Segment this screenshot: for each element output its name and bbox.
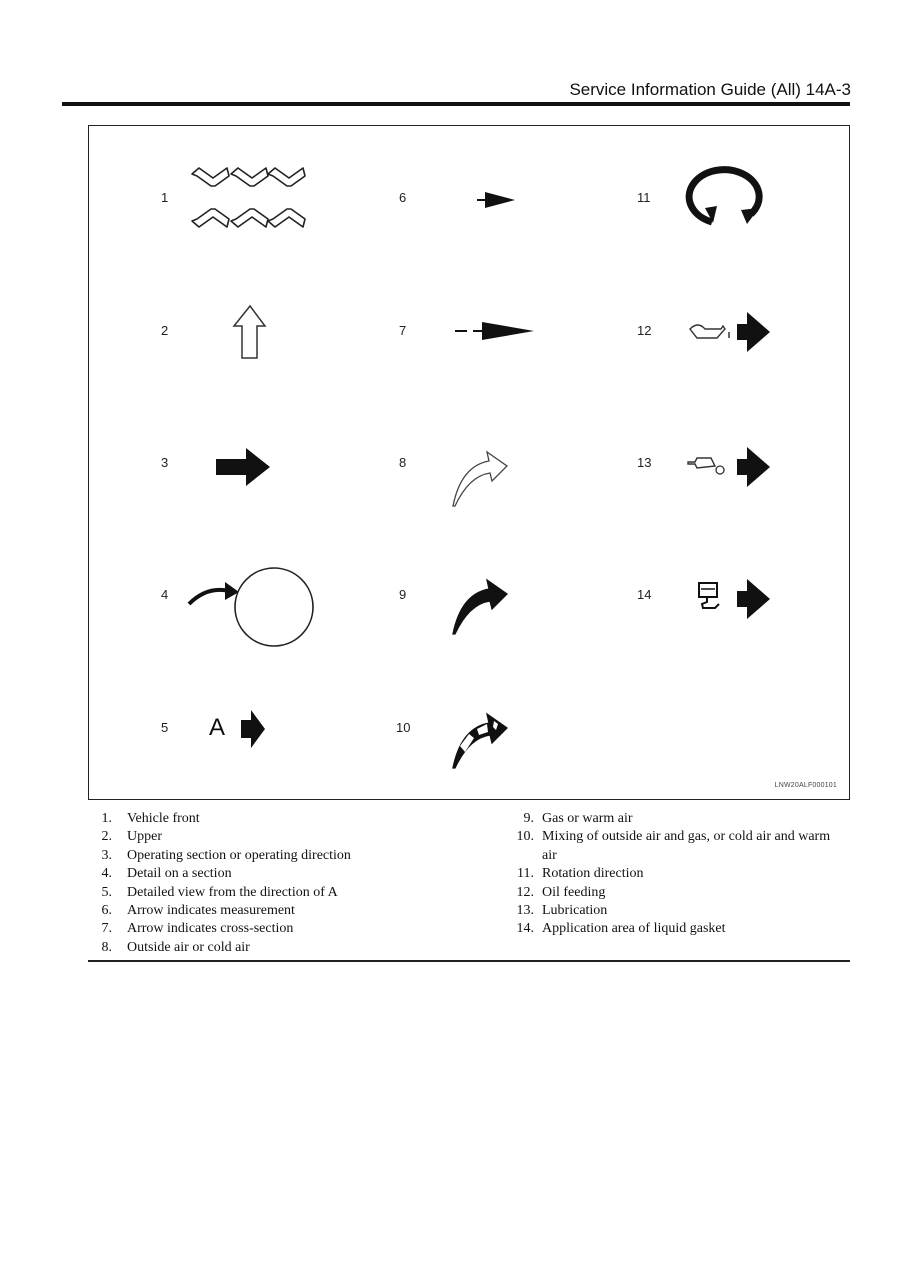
legend-item: 11. Rotation direction xyxy=(517,866,644,882)
direction-letter-a: A xyxy=(209,714,226,741)
legend-left-column xyxy=(98,810,498,957)
outside-air-arrow-icon xyxy=(453,452,507,506)
legend-item: 1. Vehicle front xyxy=(101,811,200,826)
legend-item: 10. Mixing of outside air and gas, or cold air and warm air xyxy=(516,829,831,863)
figure-number-8: 8 xyxy=(399,455,407,470)
figure-code: LNW20ALF000101 xyxy=(774,782,837,789)
figure-number-4: 4 xyxy=(161,587,169,602)
rotation-direction-icon xyxy=(689,170,759,224)
figure-number-9: 9 xyxy=(399,587,407,602)
legend-item: 3. Operating section or operating direction xyxy=(101,847,351,863)
legend-item: 13. Lubrication xyxy=(516,903,608,919)
figure-number-12: 12 xyxy=(637,323,652,338)
figure-number-1: 1 xyxy=(161,190,169,205)
figure-number-2: 2 xyxy=(161,323,169,338)
liquid-gasket-icon xyxy=(699,579,770,619)
legend-item: 4. Detail on a section xyxy=(101,866,232,882)
figure-number-3: 3 xyxy=(161,455,169,470)
legend-item: 6. Arrow indicates measurement xyxy=(101,903,295,919)
upper-arrow-icon xyxy=(234,306,265,358)
view-direction-arrow-icon xyxy=(241,710,265,748)
page-header-title: Service Information Guide (All) 14A-3 xyxy=(569,80,851,99)
figure-number-14: 14 xyxy=(637,587,652,602)
legend-item: 7. Arrow indicates cross-section xyxy=(101,921,294,937)
figure-number-10: 10 xyxy=(396,720,411,735)
figure-number-13: 13 xyxy=(637,455,652,470)
legend-item: 12. Oil feeding xyxy=(516,884,606,900)
bottom-rule xyxy=(88,960,850,962)
header-rule xyxy=(62,102,850,106)
figure-number-6: 6 xyxy=(399,190,407,205)
measurement-arrow-icon xyxy=(477,192,515,208)
figure-number-5: 5 xyxy=(161,720,169,735)
lubrication-icon xyxy=(688,447,770,487)
figure-number-7: 7 xyxy=(399,323,407,338)
symbol-figure xyxy=(88,125,850,800)
warm-air-arrow-icon xyxy=(453,580,507,634)
symbol-figure-drawing xyxy=(89,126,851,801)
legend-item: 9. Gas or warm air xyxy=(523,811,633,826)
legend-item: 5. Detailed view from the direction of A xyxy=(101,884,338,900)
operating-direction-arrow-icon xyxy=(216,448,270,486)
legend-item: 8. Outside air or cold air xyxy=(101,939,250,955)
figure-number-11: 11 xyxy=(637,190,651,205)
mixing-air-arrow-icon xyxy=(453,714,507,768)
cross-section-arrow-icon xyxy=(455,322,534,340)
vehicle-front-icon xyxy=(192,168,305,227)
legend-right-column xyxy=(512,810,842,939)
oil-feeding-icon xyxy=(690,312,770,352)
legend-item: 2. Upper xyxy=(101,829,162,845)
detail-section-icon xyxy=(189,568,313,646)
legend-item: 14. Application area of liquid gasket xyxy=(516,921,726,937)
